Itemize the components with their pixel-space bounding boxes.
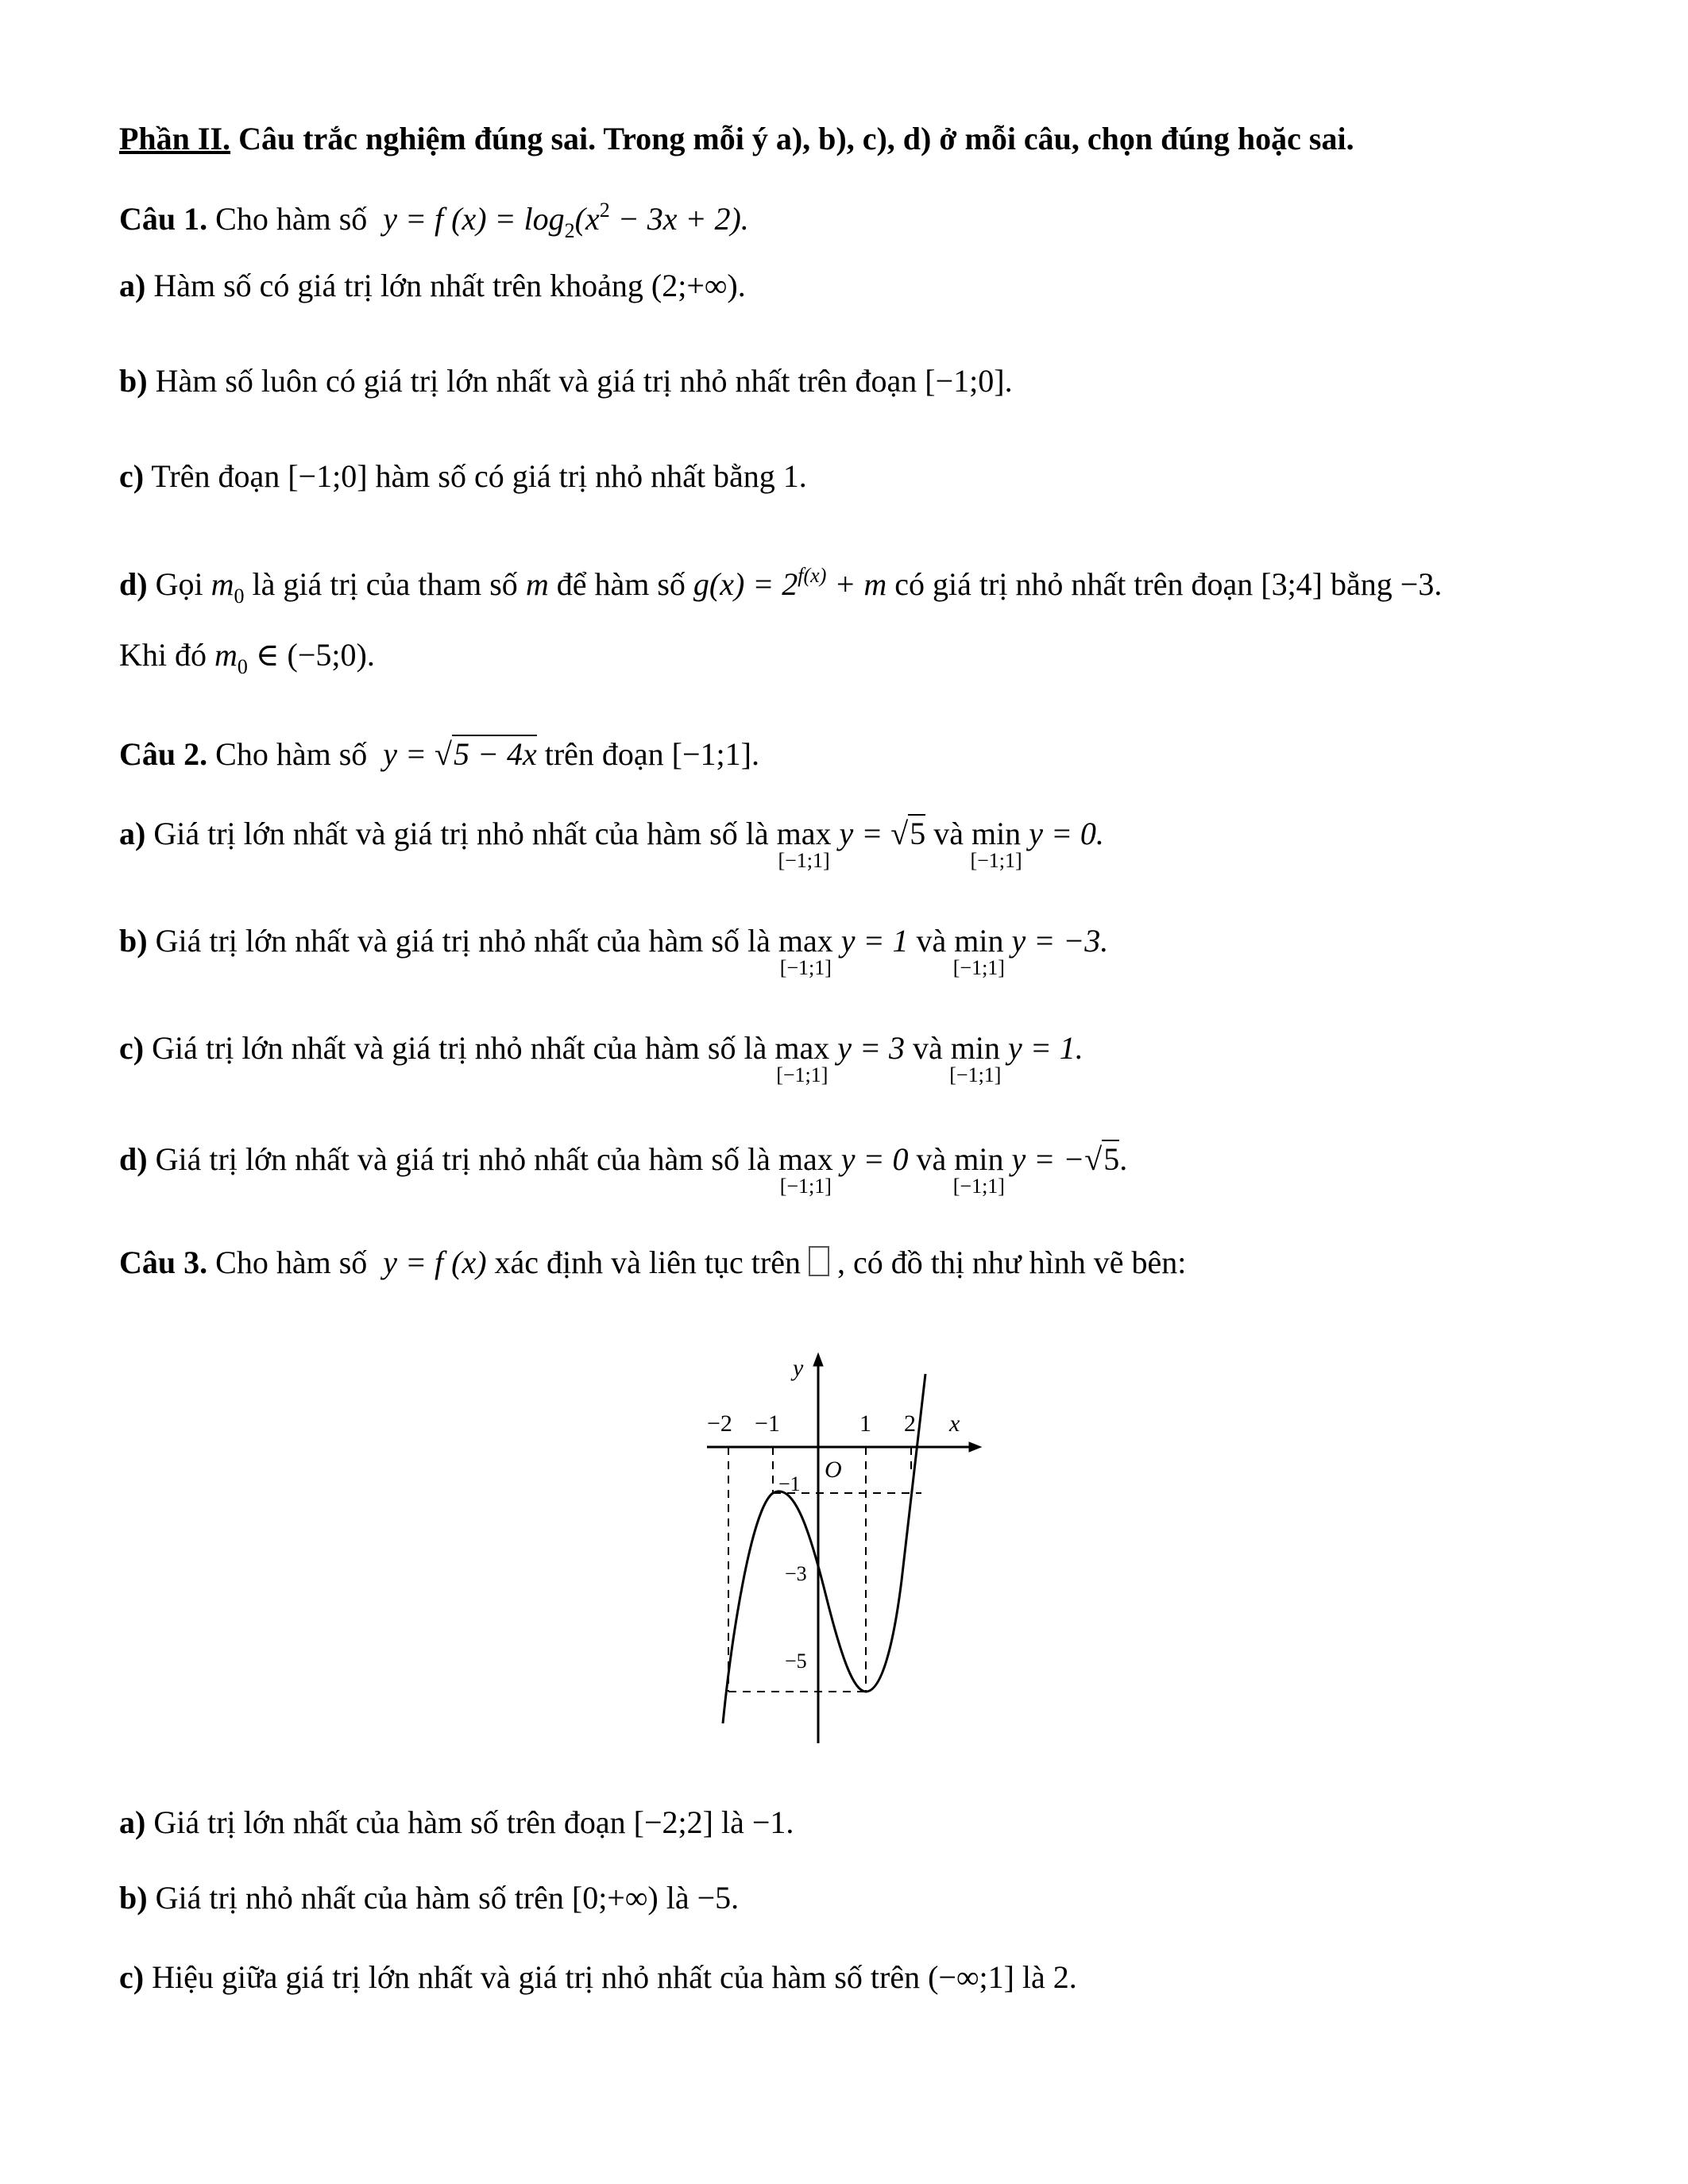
q1-func-rest: − 3x + 2). xyxy=(609,201,749,237)
q2-b-min: min [−1;1] xyxy=(952,923,1005,979)
q1-func-exp: 2 xyxy=(599,199,610,222)
q2-option-b xyxy=(119,921,1109,979)
q1-c-label: c) xyxy=(119,458,145,494)
q3-a-label: a) xyxy=(119,1804,146,1840)
q2-a-and: và xyxy=(933,816,964,851)
q2-d-min: min [−1;1] xyxy=(952,1141,1005,1198)
q1-b-label: b) xyxy=(119,363,148,399)
x-axis-label: x xyxy=(949,1410,960,1437)
q3-c-math: (−∞;1] xyxy=(928,1959,1014,1995)
q3-option-a xyxy=(119,1803,794,1843)
q2-d-and: và xyxy=(916,1141,947,1177)
q3-label: Câu 3. xyxy=(119,1244,208,1280)
q2-option-d: d) Giá trị lớn nhất và giá trị nhỏ nhất của hàm số là max [−1;1] y = 0 và min [−1;1] y = −√5. xyxy=(119,1141,1128,1198)
q1-d-g: g(x) = 2 xyxy=(693,566,798,602)
q1-option-c xyxy=(119,457,807,496)
q2-func-lhs: y = xyxy=(383,736,427,772)
q2-d-min-val: y = − xyxy=(1011,1141,1085,1177)
q1-a-label: a) xyxy=(119,268,146,303)
q1-stem xyxy=(119,191,749,251)
x-tick-1: 1 xyxy=(859,1410,871,1437)
q3-b-label: b) xyxy=(119,1880,148,1916)
q1-d-m0: m xyxy=(211,566,234,602)
q2-c-max-val: y = 3 xyxy=(837,1030,905,1066)
q2-b-max: max [−1;1] xyxy=(778,923,833,979)
q2-c-max: max [−1;1] xyxy=(774,1030,830,1086)
q1-d-cont: Khi đó xyxy=(119,637,207,673)
q2-a-label: a) xyxy=(119,816,146,851)
q1-d-cont-math: ∈ (−5;0). xyxy=(255,637,375,673)
q3-func: y = f (x) xyxy=(383,1244,487,1280)
q1-d-text3: để hàm số xyxy=(556,566,686,602)
q2-d-min-end: . xyxy=(1119,1141,1128,1177)
q2-a-max-val: y = xyxy=(839,816,883,851)
q1-intro: Cho hàm số xyxy=(215,201,368,237)
q1-option-b xyxy=(119,361,1013,401)
q2-d-label: d) xyxy=(119,1141,148,1177)
q3-c-end: là 2. xyxy=(1022,1959,1077,1995)
q2-b-stem: Giá trị lớn nhất và giá trị nhỏ nhất của hàm số là xyxy=(155,923,771,959)
q3-option-c xyxy=(119,1958,1077,1997)
y-axis-arrow xyxy=(813,1353,823,1366)
q1-c-text2: hàm số có giá trị nhỏ nhất bằng 1. xyxy=(375,458,807,494)
q2-b-and: và xyxy=(916,923,947,959)
missing-glyph-icon xyxy=(809,1246,829,1276)
q2-a-stem: Giá trị lớn nhất và giá trị nhỏ nhất của hàm số là xyxy=(153,816,769,851)
function-curve xyxy=(723,1374,925,1723)
q3-a-end: là −1. xyxy=(720,1804,794,1840)
q2-b-max-val: y = 1 xyxy=(840,923,909,959)
q3-a-text: Giá trị lớn nhất của hàm số trên đoạn xyxy=(153,1804,626,1840)
q2-option-c xyxy=(119,1028,1083,1086)
q3-intro3: , có đồ thị như hình vẽ bên: xyxy=(836,1244,1187,1280)
q2-a-min-val: y = 0. xyxy=(1029,816,1104,851)
q2-intro: Cho hàm số xyxy=(215,736,368,772)
q1-d-cont-m0: m xyxy=(214,637,238,673)
y-axis-label: y xyxy=(793,1355,804,1381)
q2-c-min: min [−1;1] xyxy=(949,1030,1002,1086)
q3-c-text: Hiệu giữa giá trị lớn nhất và giá trị nhỏ nhất của hàm số trên xyxy=(152,1959,921,1995)
q3-c-label: c) xyxy=(119,1959,145,1995)
q2-d-max-val: y = 0 xyxy=(840,1141,909,1177)
function-graph xyxy=(691,1342,993,1755)
q1-d-text2: là giá trị của tham số xyxy=(252,566,518,602)
q2-interval: [−1;1]. xyxy=(671,736,759,772)
q1-b-text: Hàm số luôn có giá trị lớn nhất và giá trị nhỏ nhất trên đoạn xyxy=(155,363,917,399)
q1-b-math: [−1;0]. xyxy=(925,363,1013,399)
q1-d-g-exp: f(x) xyxy=(798,564,827,587)
q1-d-interval: [3;4] xyxy=(1261,566,1323,602)
q1-d-text4: có giá trị nhỏ nhất trên đoạn xyxy=(894,566,1253,602)
q3-option-b xyxy=(119,1878,739,1918)
q2-c-label: c) xyxy=(119,1030,145,1066)
q1-a-text: Hàm số có giá trị lớn nhất trên khoảng xyxy=(153,268,643,303)
q2-b-label: b) xyxy=(119,923,148,959)
q2-d-min-rad: 5 xyxy=(1103,1141,1120,1177)
q1-d-label: d) xyxy=(119,566,148,602)
q2-intro2: trên đoạn xyxy=(544,736,664,772)
section-heading-line xyxy=(119,119,1354,159)
q1-func-arg: (x xyxy=(574,201,600,237)
q2-d-max: max [−1;1] xyxy=(778,1141,833,1198)
q3-b-text: Giá trị nhỏ nhất của hàm số trên xyxy=(155,1880,564,1916)
q1-a-math: (2;+∞). xyxy=(651,268,746,303)
q1-d-text5: bằng −3. xyxy=(1331,566,1443,602)
q2-c-and: và xyxy=(912,1030,943,1066)
q1-option-a xyxy=(119,266,746,306)
section-heading: Phần II. xyxy=(119,121,231,156)
q2-option-a: a) Giá trị lớn nhất và giá trị nhỏ nhất của hàm số là max [−1;1] y = √5 và min [−1;1] y = 0. xyxy=(119,816,1104,872)
x-tick-2: 2 xyxy=(904,1410,916,1437)
q3-a-math: [−2;2] xyxy=(633,1804,713,1840)
q2-c-stem: Giá trị lớn nhất và giá trị nhỏ nhất của hàm số là xyxy=(152,1030,767,1066)
q3-b-end: là −5. xyxy=(666,1880,740,1916)
q1-d-m0-sub: 0 xyxy=(234,585,245,608)
q1-c-text1: Trên đoạn xyxy=(151,458,280,494)
origin-label: O xyxy=(825,1457,842,1483)
q2-d-stem: Giá trị lớn nhất và giá trị nhỏ nhất của hàm số là xyxy=(155,1141,771,1177)
q3-stem xyxy=(119,1243,1186,1283)
q1-d-cont-m0-sub: 0 xyxy=(237,655,248,678)
q1-label: Câu 1. xyxy=(119,201,208,237)
q1-d-text1: Gọi xyxy=(155,566,203,602)
q2-func-rad: 5 − 4x xyxy=(453,736,537,772)
q3-b-math: [0;+∞) xyxy=(571,1880,659,1916)
y-tick-neg1: −1 xyxy=(778,1472,801,1495)
y-tick-neg5: −5 xyxy=(785,1650,807,1673)
q1-d-g-rest: + m xyxy=(826,566,887,602)
x-tick-neg2: −2 xyxy=(707,1410,732,1437)
q1-d-m: m xyxy=(525,566,549,602)
x-axis-arrow xyxy=(969,1442,981,1452)
q1-c-math: [−1;0] xyxy=(288,458,368,494)
q1-option-d-cont xyxy=(119,635,375,687)
q3-intro: Cho hàm số xyxy=(215,1244,368,1280)
q1-log-base: 2 xyxy=(564,219,575,242)
y-tick-neg3: −3 xyxy=(785,1562,807,1585)
x-tick-neg1: −1 xyxy=(755,1410,780,1437)
section-instruction: Câu trắc nghiệm đúng sai. Trong mỗi ý a), b), c), d) ở mỗi câu, chọn đúng hoặc sai. xyxy=(238,121,1354,156)
q2-b-min-val: y = −3. xyxy=(1011,923,1109,959)
q2-label: Câu 2. xyxy=(119,736,208,772)
q2-stem: Câu 2. Cho hàm số y = √5 − 4x trên đoạn [−1;1]. xyxy=(119,736,759,772)
q2-a-max-rad: 5 xyxy=(910,816,926,851)
q1-func: y = f (x) = log xyxy=(383,201,565,237)
q2-a-max: max [−1;1] xyxy=(776,816,832,872)
q3-intro2: xác định và liên tục trên xyxy=(494,1244,801,1280)
q2-c-min-val: y = 1. xyxy=(1007,1030,1083,1066)
q1-option-d xyxy=(119,556,1442,616)
q2-a-min: min [−1;1] xyxy=(970,816,1022,872)
